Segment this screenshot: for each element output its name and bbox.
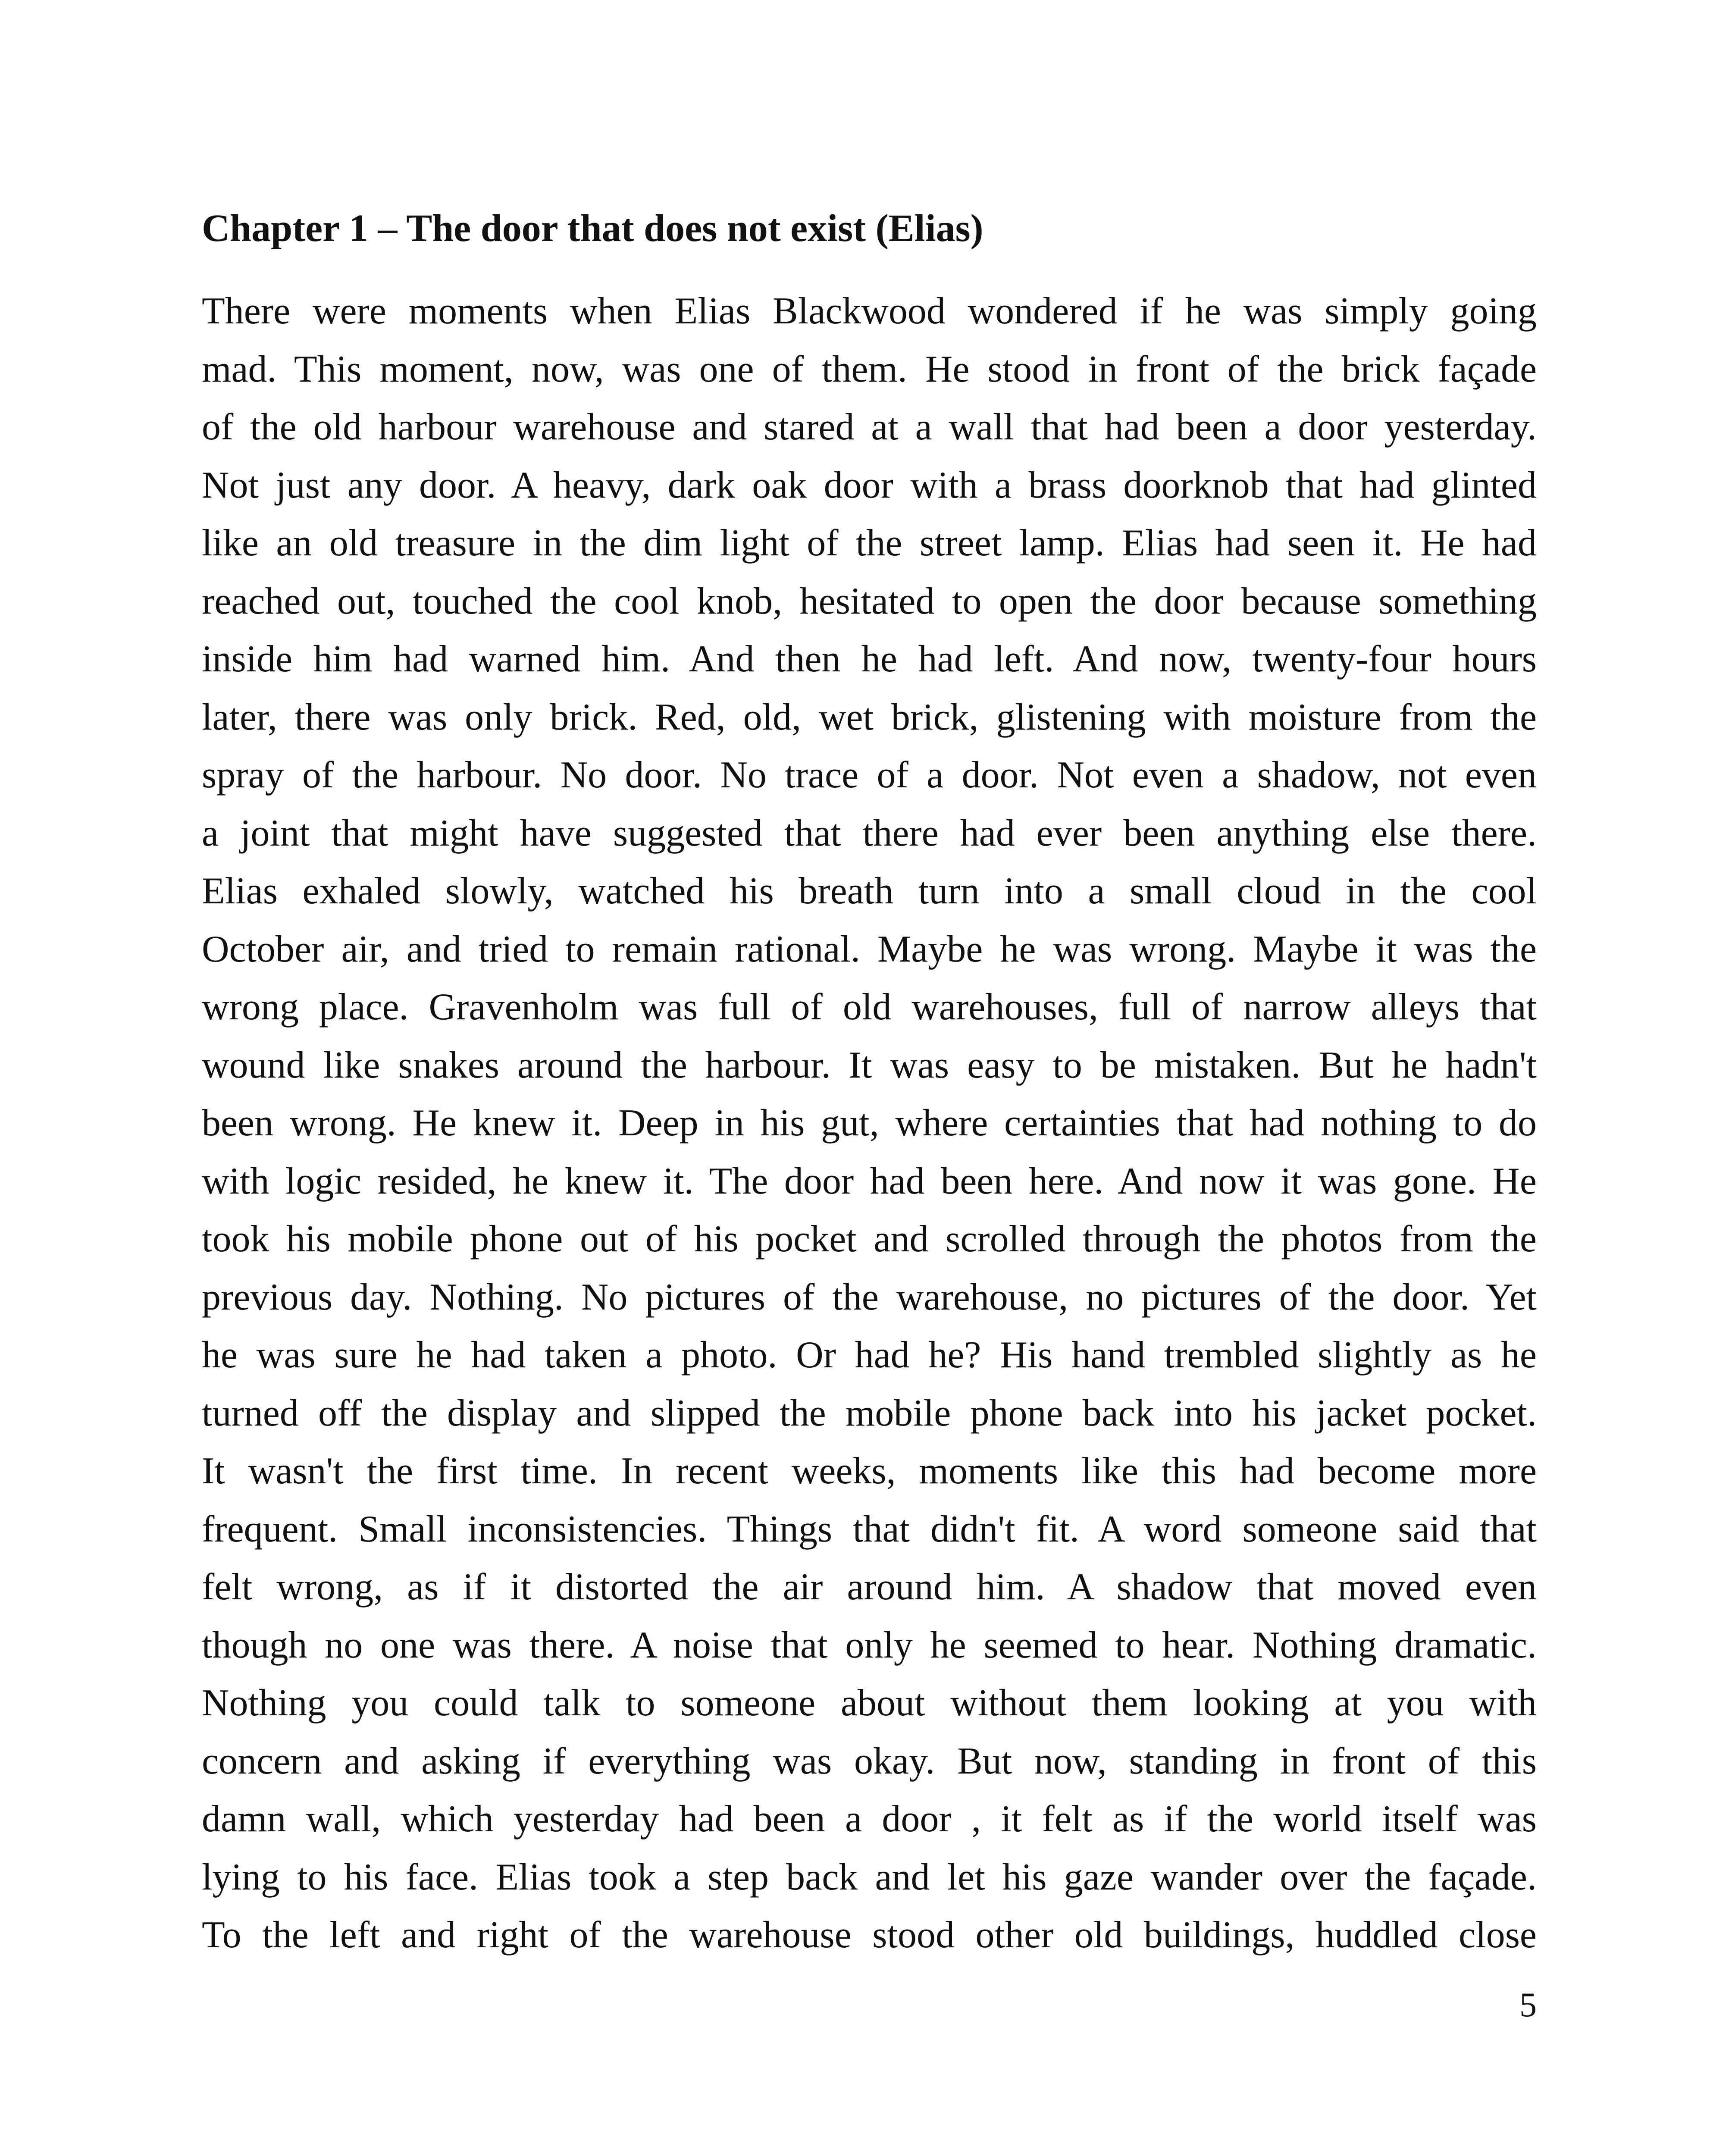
text-line: concern and asking if everything was okay. But now, standing in front of this xyxy=(202,1740,1537,1782)
text-line: mad. This moment, now, was one of them. He stood in front of the brick façade xyxy=(202,348,1537,390)
text-line: reached out, touched the cool knob, hesitated to open the door because something xyxy=(202,580,1537,622)
text-line: wrong place. Gravenholm was full of old warehouses, full of narrow alleys that xyxy=(202,986,1537,1028)
body-text xyxy=(202,282,1537,1965)
text-line: like an old treasure in the dim light of the street lamp. Elias had seen it. He had xyxy=(202,522,1537,564)
text-line: of the old harbour warehouse and stared at a wall that had been a door yesterday. xyxy=(202,406,1537,448)
text-line: he was sure he had taken a photo. Or had he? His hand trembled slightly as he xyxy=(202,1334,1537,1376)
text-line: with logic resided, he knew it. The door had been here. And now it was gone. He xyxy=(202,1160,1537,1202)
text-line: turned off the display and slipped the mobile phone back into his jacket pocket. xyxy=(202,1392,1537,1434)
text-line: There were moments when Elias Blackwood wondered if he was simply going xyxy=(202,290,1537,332)
page-number: 5 xyxy=(1519,1986,1537,2024)
text-line: felt wrong, as if it distorted the air around him. A shadow that moved even xyxy=(202,1566,1537,1608)
text-line: later, there was only brick. Red, old, wet brick, glistening with moisture from the xyxy=(202,696,1537,738)
text-line: spray of the harbour. No door. No trace of a door. Not even a shadow, not even xyxy=(202,754,1537,796)
text-line: Not just any door. A heavy, dark oak door with a brass doorknob that had glinted xyxy=(202,464,1537,506)
text-line: Elias exhaled slowly, watched his breath turn into a small cloud in the cool xyxy=(202,870,1537,912)
text-line: damn wall, which yesterday had been a door , it felt as if the world itself was xyxy=(202,1798,1537,1840)
text-line: previous day. Nothing. No pictures of the warehouse, no pictures of the door. Yet xyxy=(202,1276,1537,1318)
chapter-title: Chapter 1 – The door that does not exist (Elias) xyxy=(202,207,983,250)
text-line: been wrong. He knew it. Deep in his gut, where certainties that had nothing to do xyxy=(202,1102,1537,1144)
text-line: It wasn't the first time. In recent weeks, moments like this had become more xyxy=(202,1450,1537,1492)
text-line: frequent. Small inconsistencies. Things that didn't fit. A word someone said that xyxy=(202,1508,1537,1550)
text-line: though no one was there. A noise that only he seemed to hear. Nothing dramatic. xyxy=(202,1624,1537,1666)
text-line: took his mobile phone out of his pocket and scrolled through the photos from the xyxy=(202,1218,1537,1260)
text-line: a joint that might have suggested that there had ever been anything else there. xyxy=(202,812,1537,854)
text-line: lying to his face. Elias took a step back and let his gaze wander over the façade. xyxy=(202,1856,1537,1898)
text-line: October air, and tried to remain rational. Maybe he was wrong. Maybe it was the xyxy=(202,928,1537,970)
text-line: inside him had warned him. And then he had left. And now, twenty-four hours xyxy=(202,638,1537,680)
text-line: Nothing you could talk to someone about without them looking at you with xyxy=(202,1682,1537,1724)
text-line: To the left and right of the warehouse stood other old buildings, huddled close xyxy=(202,1914,1537,1956)
text-line: wound like snakes around the harbour. It was easy to be mistaken. But he hadn't xyxy=(202,1044,1537,1086)
